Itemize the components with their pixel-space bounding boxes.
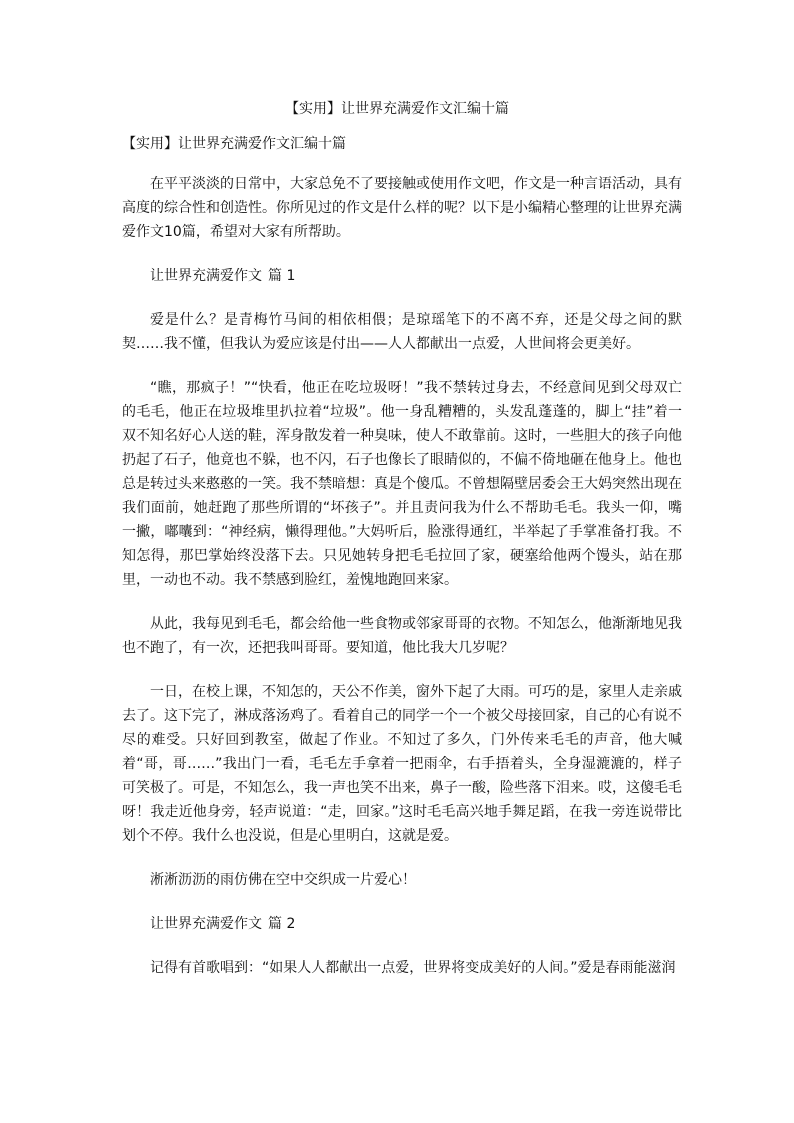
document-title: 【实用】让世界充满爱作文汇编十篇	[285, 101, 509, 117]
section-heading-1	[122, 264, 682, 288]
section-label: 让世界充满爱作文	[150, 268, 262, 284]
body-paragraph: 淅淅沥沥的雨仿佛在空中交织成一片爱心！	[150, 872, 416, 888]
body-paragraph: 从此，我每见到毛毛，都会给他一些食物或邻家哥哥的衣物。不知怎么，他渐渐地见我也不跑了，有一次，还把我叫哥哥。要知道，他比我大几岁呢？	[122, 616, 682, 656]
section-label: 让世界充满爱作文	[150, 916, 262, 932]
body-paragraph: “瞧，那疯子！”“快看，他正在吃垃圾呀！”我不禁转过身去，不经意间见到父母双亡的毛毛，他正在垃圾堆里扒拉着“垃圾”。他一身乱糟糟的，头发乱蓬蓬的，脚上“挂”着一双不知名好心人送的鞋，浑身散发着一种臭味，使人不敢靠前。这时，一些胆大的孩子向他扔起了石子，他竟也不躲，也不闪，石子也像长了眼睛似的，不偏不倚地砸在他身上。他也总是转过头来憨憨的一笑。我不禁暗想：真是个傻瓜。不曾想隔壁居委会王大妈突然出现在我们面前，她赶跑了那些所谓的“坏孩子”。并且责问我为什么不帮助毛毛。我头一仰，嘴一撇，嘟囔到：“神经病，懒得理他。”大妈听后，脸涨得通红，半举起了手掌准备打我。不知怎得，那巴掌始终没落下去。只见她转身把毛毛拉回了家，硬塞给他两个馒头，站在那里，一动也不动。我不禁感到脸红，羞愧地跑回来家。	[122, 380, 682, 588]
document-body	[122, 134, 682, 1000]
intro-paragraph: 在平平淡淡的日常中，大家总免不了要接触或使用作文吧，作文是一种言语活动，具有高度的综合性和创造性。你所见过的作文是什么样的呢？以下是小编精心整理的让世界充满爱作文10篇，希望对大家有所帮助。	[122, 176, 682, 240]
section-heading-2	[122, 912, 682, 936]
body-paragraph: 一日，在校上课，不知怎的，天公不作美，窗外下起了大雨。可巧的是，家里人走亲戚去了。这下完了，淋成落汤鸡了。看着自己的同学一个一个被父母接回家，自己的心有说不尽的难受。只好回到教室，做起了作业。不知过了多久，门外传来毛毛的声音，他大喊着“哥，哥……”我出门一看，毛毛左手拿着一把雨伞，右手捂着头，全身湿漉漉的，样子可笑极了。可是，不知怎么，我一声也笑不出来，鼻子一酸，险些落下泪来。哎，这傻毛毛呀！我走近他身旁，轻声说道：“走，回家。”这时毛毛高兴地手舞足蹈，在我一旁连说带比划个不停。我什么也没说，但是心里明白，这就是爱。	[122, 684, 682, 844]
document-subtitle: 【实用】让世界充满爱作文汇编十篇	[122, 136, 346, 152]
section-number: 篇 1	[268, 268, 296, 284]
section-number: 篇 2	[268, 916, 296, 932]
body-paragraph: 记得有首歌唱到：“如果人人都献出一点爱，世界将变成美好的人间。”爱是春雨能滋润	[150, 960, 676, 976]
body-paragraph: 爱是什么？是青梅竹马间的相依相偎；是琼瑶笔下的不离不弃，还是父母之间的默契……我不懂，但我认为爱应该是付出——人人都献出一点爱，人世间将会更美好。	[122, 312, 682, 352]
